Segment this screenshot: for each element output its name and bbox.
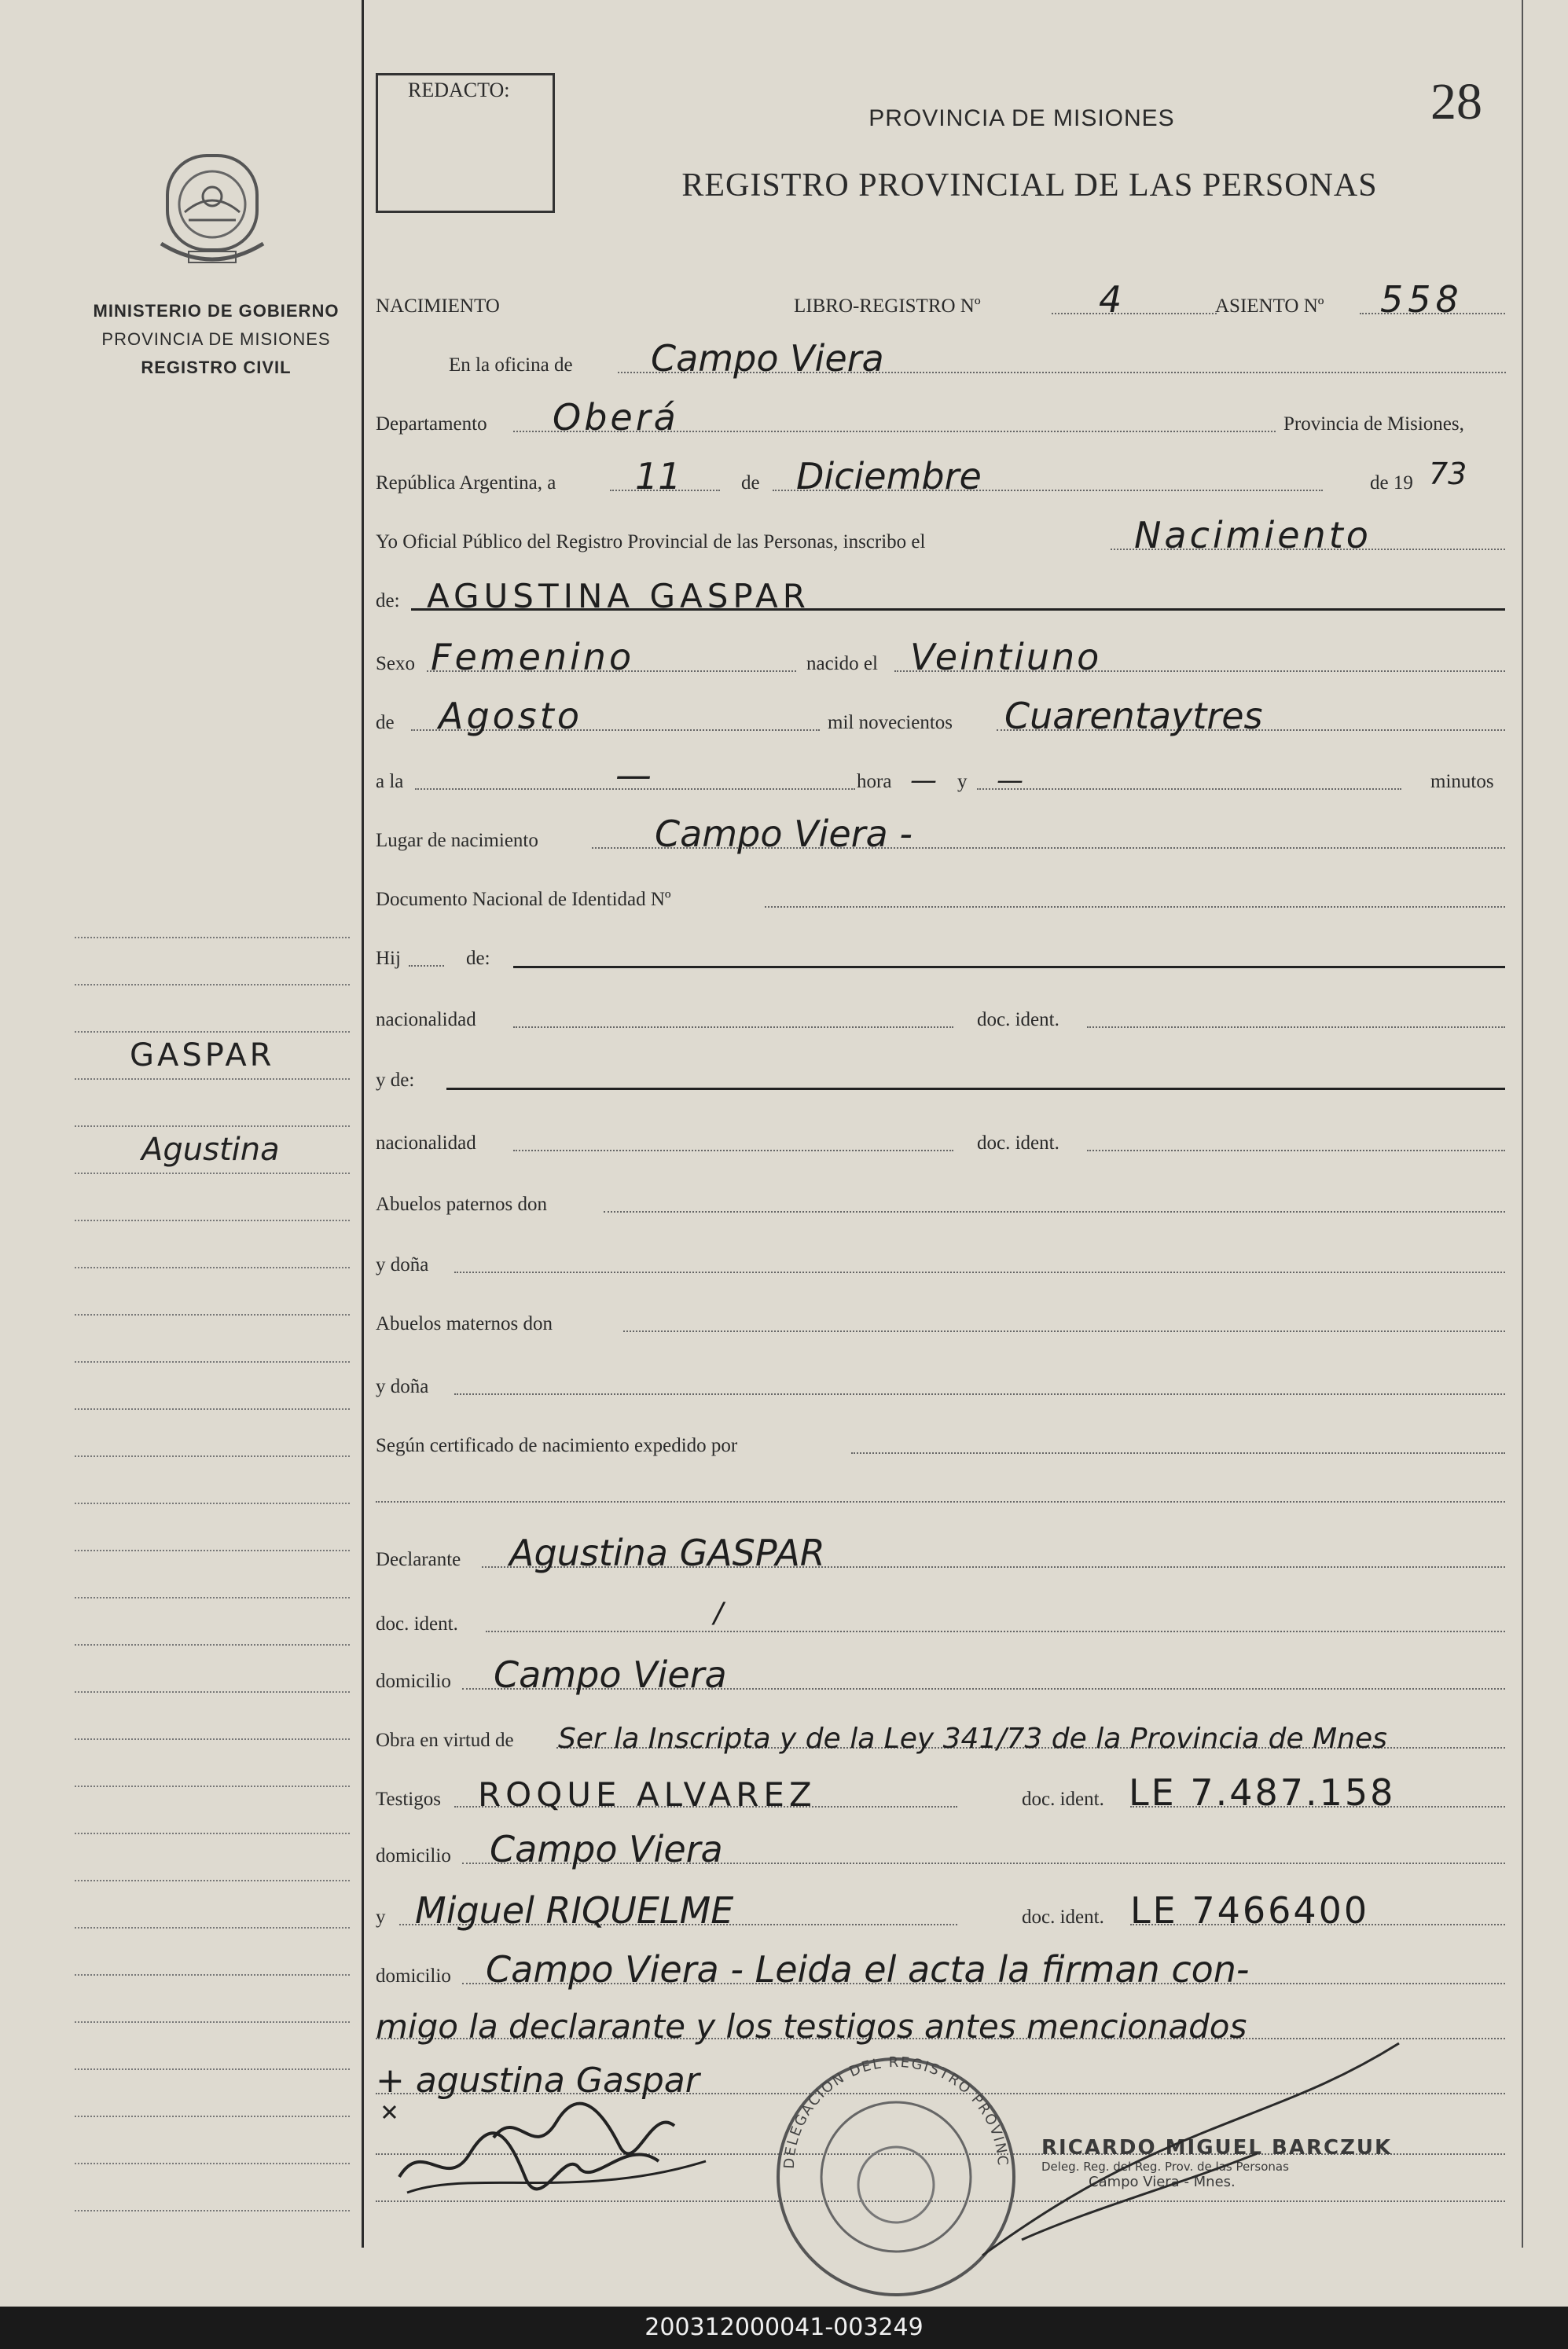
margin-line (75, 2210, 350, 2211)
de-label: de (741, 472, 760, 494)
province-seal-icon (153, 141, 271, 275)
mes-value: Diciembre (796, 455, 982, 497)
margin-line (75, 1125, 350, 1127)
margin-line (75, 1597, 350, 1598)
row-testigo-1 (376, 1768, 1505, 1815)
nacido-value: Veintiuno (910, 636, 1102, 678)
row-domicilio-testigo-2 (376, 1945, 1505, 1992)
domicilio2-value: Campo Viera (490, 1828, 723, 1870)
stamp-text: DELEGACION DEL REGISTRO PROVINC (780, 2054, 1012, 2170)
libro-label: LIBRO-REGISTRO Nº (794, 295, 981, 317)
redacto-label: REDACTO: (408, 79, 510, 101)
margin-line (75, 1220, 350, 1221)
margin-line (75, 1455, 350, 1457)
row-sexo (376, 633, 1505, 680)
docid1-label: doc. ident. (977, 1009, 1059, 1030)
margin-line (75, 1503, 350, 1504)
row-obra (376, 1709, 1505, 1756)
ministry-registry: REGISTRO CIVIL (141, 358, 292, 377)
oficina-value: Campo Viera (651, 337, 884, 380)
republica-label: República Argentina, a (376, 472, 556, 494)
docid-t1-label: doc. ident. (1022, 1789, 1104, 1810)
nacido-label: nacido el (806, 653, 878, 674)
libro-value: 4 (1099, 278, 1122, 321)
nac2-label: nacionalidad (376, 1132, 476, 1154)
folio-number: 28 (1430, 73, 1482, 130)
official-name: RICARDO MIGUEL BARCZUK (1041, 2136, 1393, 2160)
margin-line (75, 1550, 350, 1551)
margin-line (75, 2021, 350, 2023)
row-madre (376, 1049, 1505, 1096)
row-declarante (376, 1529, 1505, 1576)
ministry-province: PROVINCIA DE MISIONES (101, 329, 331, 349)
obra-label: Obra en virtud de (376, 1730, 514, 1751)
hij-de-label: de: (466, 948, 490, 969)
certificado-label: Según certificado de nacimiento expedido por (376, 1435, 738, 1456)
row-domicilio-testigo-1 (376, 1825, 1505, 1872)
asiento-value: 558 (1380, 278, 1463, 321)
margin-line (75, 2068, 350, 2070)
docid-t1-value: LE 7.487.158 (1129, 1771, 1396, 1814)
sexo-value: Femenino (431, 636, 635, 678)
row-doc-ident (376, 1593, 1505, 1640)
official-signature-icon (975, 2035, 1415, 2271)
anio-value: 73 (1429, 457, 1467, 491)
row-act-header (376, 275, 1505, 322)
right-margin-rule (1522, 0, 1523, 2248)
margin-line (75, 1173, 350, 1174)
margin-line (75, 1738, 350, 1740)
margin-line (75, 1786, 350, 1787)
row-nacionalidad-2 (376, 1112, 1505, 1159)
min-value: — (997, 765, 1023, 796)
mil-label: mil novecientos (828, 712, 953, 733)
docident-label: doc. ident. (376, 1613, 458, 1635)
abpat-label: Abuelos paternos don (376, 1194, 548, 1215)
margin-line (75, 2116, 350, 2117)
lugar-label: Lugar de nacimiento (376, 830, 538, 851)
hora-label: hora (857, 771, 892, 792)
margin-line (75, 1880, 350, 1881)
row-abuela-paterna (376, 1234, 1505, 1281)
firma-declarante: + agustina Gaspar (376, 2061, 700, 2101)
domicilio1-value: Campo Viera (494, 1653, 727, 1696)
act-type-label: NACIMIENTO (376, 295, 500, 317)
left-margin-rule (362, 0, 364, 2248)
margin-line (75, 1833, 350, 1834)
dia-value: 11 (635, 455, 681, 497)
hora-value: — (910, 765, 937, 796)
oficial-label: Yo Oficial Público del Registro Provincial de las Personas, inscribo el (376, 531, 926, 552)
margin-line (75, 1361, 350, 1363)
ministry-name: MINISTERIO DE GOBIERNO (93, 301, 340, 321)
mes-nac-value: Agosto (439, 695, 582, 737)
dni-label: Documento Nacional de Identidad Nº (376, 889, 671, 910)
y2-label: y (376, 1907, 386, 1928)
minutos-label: minutos (1430, 771, 1494, 792)
hij-label: Hij (376, 948, 401, 969)
anio-label: de 19 (1370, 472, 1413, 494)
row-hijo (376, 927, 1505, 974)
row-departamento (376, 393, 1505, 440)
svg-text:DELEGACION DEL REGISTRO PROVIN (762, 2020, 1011, 2169)
departamento-label: Departamento (376, 413, 487, 435)
row-abuelos-maternos (376, 1293, 1505, 1340)
docid2-label: doc. ident. (977, 1132, 1059, 1154)
row-dni (376, 868, 1505, 916)
margin-line (75, 1974, 350, 1976)
margin-line (75, 984, 350, 985)
provincia-label: Provincia de Misiones, (1283, 413, 1464, 435)
asiento-label: ASIENTO Nº (1215, 295, 1324, 317)
row-fecha (376, 452, 1505, 499)
row-hora (376, 751, 1505, 798)
de-month-label: de (376, 712, 395, 733)
margin-line (75, 1408, 350, 1410)
row-nombre (376, 570, 1505, 617)
margin-line (75, 1691, 350, 1693)
continuacion-value: migo la declarante y los testigos antes mencionados (376, 2007, 1247, 2046)
margin-firstname: Agustina (141, 1132, 280, 1168)
ala-label: a la (376, 771, 404, 792)
province-heading: PROVINCIA DE MISIONES (868, 105, 1175, 131)
row-lugar (376, 809, 1505, 857)
testigo2-value: Miguel RIQUELME (415, 1889, 734, 1932)
row-fecha-nac (376, 692, 1505, 739)
row-testigo-2 (376, 1886, 1505, 1933)
nac1-label: nacionalidad (376, 1009, 476, 1030)
nombre-value: AGUSTINA GASPAR (427, 577, 810, 615)
margin-line (75, 2163, 350, 2164)
registry-title: REGISTRO PROVINCIAL DE LAS PERSONAS (681, 167, 1378, 204)
witness-signatures-icon (376, 2090, 784, 2208)
ministry-block (79, 297, 354, 382)
domicilio1-label: domicilio (376, 1671, 451, 1692)
de-name-label: de: (376, 590, 400, 611)
oficial-value: Nacimiento (1134, 514, 1372, 556)
redacto-box (376, 73, 555, 213)
row-abuela-materna (376, 1356, 1505, 1403)
docid-t2-label: doc. ident. (1022, 1907, 1104, 1928)
anio-nac-value: Cuarentaytres (1004, 695, 1263, 737)
departamento-value: Oberá (553, 396, 679, 439)
margin-line (75, 1078, 350, 1080)
margin-line (75, 937, 350, 938)
archive-id-bar (0, 2307, 1568, 2349)
docident-value: / (714, 1597, 724, 1629)
archive-id: 200312000041-003249 (644, 2314, 924, 2341)
row-abuelos-paternos (376, 1173, 1505, 1220)
yde-label: y de: (376, 1070, 415, 1091)
testigo1-value: ROQUE ALVAREZ (478, 1775, 817, 1814)
official-title: Deleg. Reg. del Reg. Prov. de las Personas (1041, 2160, 1289, 2174)
y-label: y (957, 771, 968, 792)
margin-line (75, 1314, 350, 1316)
domicilio2-label: domicilio (376, 1845, 451, 1866)
lugar-value: Campo Viera - (655, 813, 913, 855)
oficina-label: En la oficina de (449, 354, 573, 376)
margin-line (75, 1927, 350, 1929)
domicilio3-label: domicilio (376, 1965, 451, 1987)
margin-line (75, 1644, 350, 1646)
official-place: Campo Viera - Mnes. (1089, 2174, 1236, 2190)
margin-line (75, 1267, 350, 1268)
domicilio3-value: Campo Viera - Leida el acta la firman con- (486, 1948, 1250, 1991)
abmat-label: Abuelos maternos don (376, 1313, 553, 1334)
obra-value: Ser la Inscripta y de la Ley 341/73 de la Provincia de Mnes (558, 1723, 1387, 1755)
margin-surname: GASPAR (130, 1037, 275, 1074)
sexo-label: Sexo (376, 653, 415, 674)
row-oficial (376, 511, 1505, 558)
ala-value: — (615, 754, 652, 796)
docid-t2-value: LE 7466400 (1130, 1889, 1370, 1932)
ydona2-label: y doña (376, 1376, 429, 1397)
margin-line (75, 1031, 350, 1033)
declarante-label: Declarante (376, 1549, 461, 1570)
ydona1-label: y doña (376, 1254, 429, 1275)
declarante-value: Agustina GASPAR (509, 1532, 825, 1574)
row-oficina (376, 334, 1505, 381)
row-certificado (376, 1415, 1505, 1462)
testigos-label: Testigos (376, 1789, 441, 1810)
row-nacionalidad-1 (376, 989, 1505, 1036)
row-certificado-cont (376, 1463, 1505, 1510)
row-domicilio-declarante (376, 1650, 1505, 1698)
